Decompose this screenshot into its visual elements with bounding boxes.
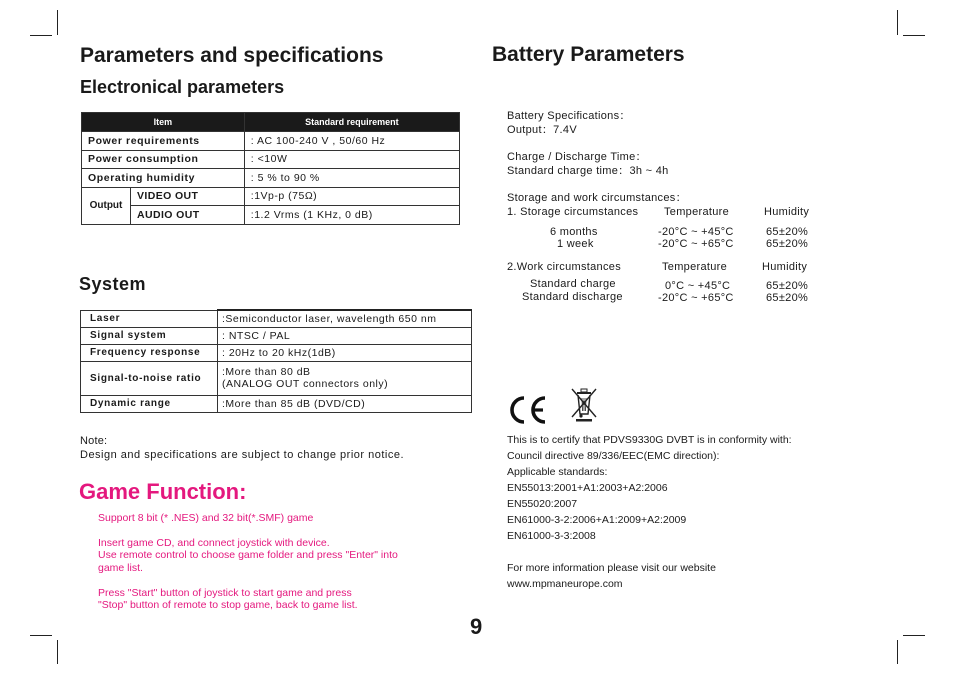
work-temperature: -20°C ~ +65°C [658, 292, 734, 304]
game-line: Press "Start" button of joystick to start game and press [98, 587, 352, 599]
row-value: : AC 100-240 V , 50/60 Hz [244, 132, 459, 151]
row-value: :1Vp-p (75Ω) [244, 187, 459, 206]
row-value: :1.2 Vrms (1 KHz, 0 dB) [244, 206, 459, 225]
game-line: Use remote control to choose game folder and press "Enter" into [98, 549, 398, 561]
page-title-parameters: Parameters and specifications [80, 44, 384, 67]
weee-crossed-bin-icon [569, 386, 599, 422]
storage-period: 1 week [557, 238, 594, 250]
storage-temperature: -20°C ~ +45°C [658, 226, 734, 238]
crop-mark [57, 640, 58, 664]
row-label: VIDEO OUT [131, 187, 245, 206]
value-line: (ANALOG OUT connectors only) [222, 378, 389, 390]
work-period: Standard discharge [522, 291, 623, 303]
storage-col-humidity: Humidity [764, 206, 810, 218]
standard-charge-time: Standard charge time：3h ~ 4h [507, 165, 669, 177]
storage-col-temperature: Temperature [664, 206, 730, 218]
battery-output: Output：7.4V [507, 124, 577, 136]
output-label: Output [82, 187, 131, 224]
storage-humidity: 65±20% [766, 238, 809, 250]
row-value: : <10W [244, 150, 459, 169]
website-link[interactable]: www.mpmaneurope.com [507, 578, 623, 590]
battery-spec-label: Battery Specifications： [507, 110, 631, 122]
work-humidity: 65±20% [766, 280, 809, 292]
storage-humidity: 65±20% [766, 226, 809, 238]
table-row [81, 310, 472, 327]
table-row [82, 187, 460, 206]
crop-mark [30, 635, 52, 636]
electronical-heading: Electronical parameters [80, 77, 285, 97]
row-label: Power consumption [82, 150, 245, 169]
row-value: :Semiconductor laser, wavelength 650 nm [218, 310, 472, 327]
table-row [82, 132, 460, 151]
table-row [82, 206, 460, 225]
system-table [80, 309, 472, 413]
work-heading: 2.Work circumstances [507, 261, 621, 273]
game-function-heading: Game Function: [79, 479, 247, 504]
ce-mark-icon [505, 394, 549, 426]
cert-line: EN55013:2001+A1:2003+A2:2006 [507, 482, 668, 494]
row-label: Signal-to-noise ratio [81, 361, 218, 395]
row-label: Signal system [81, 327, 218, 344]
cert-line: Council directive 89/336/EEC(EMC direction): [507, 450, 720, 462]
page-number: 9 [470, 614, 483, 639]
crop-mark [903, 635, 925, 636]
game-line: game list. [98, 562, 143, 574]
header-standard-requirement: Standard requirement [244, 113, 459, 132]
table-row [81, 344, 472, 361]
table-header-row [82, 113, 460, 132]
row-label: Power requirements [82, 132, 245, 151]
charge-time-label: Charge / Discharge Time： [507, 151, 647, 163]
crop-mark [30, 35, 52, 36]
storage-label: Storage and work circumstances： [507, 192, 687, 204]
row-value: : 20Hz to 20 kHz(1dB) [218, 344, 472, 361]
row-label: Frequency response [81, 344, 218, 361]
row-value: : 5 % to 90 % [244, 169, 459, 188]
storage-period: 6 months [550, 226, 598, 238]
storage-heading: 1. Storage circumstances [507, 206, 639, 218]
work-col-temperature: Temperature [662, 261, 728, 273]
electronical-parameters-table [81, 112, 460, 225]
game-line: Support 8 bit (* .NES) and 32 bit(*.SMF) game [98, 512, 314, 524]
cert-line: EN61000-3-2:2006+A1:2009+A2:2009 [507, 514, 687, 526]
storage-temperature: -20°C ~ +65°C [658, 238, 734, 250]
table-row [81, 327, 472, 344]
table-row [81, 361, 472, 395]
crop-mark [57, 10, 58, 35]
website-label: For more information please visit our website [507, 562, 716, 574]
cert-line: This is to certify that PDVS9330G DVBT is in conformity with: [507, 434, 792, 446]
crop-mark [903, 35, 925, 36]
crop-mark [897, 640, 898, 664]
row-label: AUDIO OUT [131, 206, 245, 225]
row-label: Operating humidity [82, 169, 245, 188]
row-value [218, 361, 472, 395]
note-text: Design and specifications are subject to change prior notice. [80, 449, 405, 461]
work-col-humidity: Humidity [762, 261, 808, 273]
table-row [82, 169, 460, 188]
work-period: Standard charge [530, 278, 616, 290]
row-label: Laser [81, 310, 218, 327]
work-temperature: 0°C ~ +45°C [665, 280, 731, 292]
crop-mark [897, 10, 898, 35]
row-label: Dynamic range [81, 395, 218, 412]
cert-line: Applicable standards: [507, 466, 608, 478]
note-label: Note: [80, 435, 108, 447]
game-line: Insert game CD, and connect joystick with device. [98, 537, 330, 549]
system-heading: System [79, 274, 147, 294]
table-row [82, 150, 460, 169]
header-item: Item [82, 113, 245, 132]
game-line: "Stop" button of remote to stop game, back to game list. [98, 599, 358, 611]
cert-line: EN55020:2007 [507, 498, 578, 510]
row-value: : NTSC / PAL [218, 327, 472, 344]
page-title-battery: Battery Parameters [492, 43, 685, 66]
row-value: :More than 85 dB (DVD/CD) [218, 395, 472, 412]
work-humidity: 65±20% [766, 292, 809, 304]
value-line: :More than 80 dB [222, 366, 311, 378]
table-row [81, 395, 472, 412]
cert-line: EN61000-3-3:2008 [507, 530, 596, 542]
